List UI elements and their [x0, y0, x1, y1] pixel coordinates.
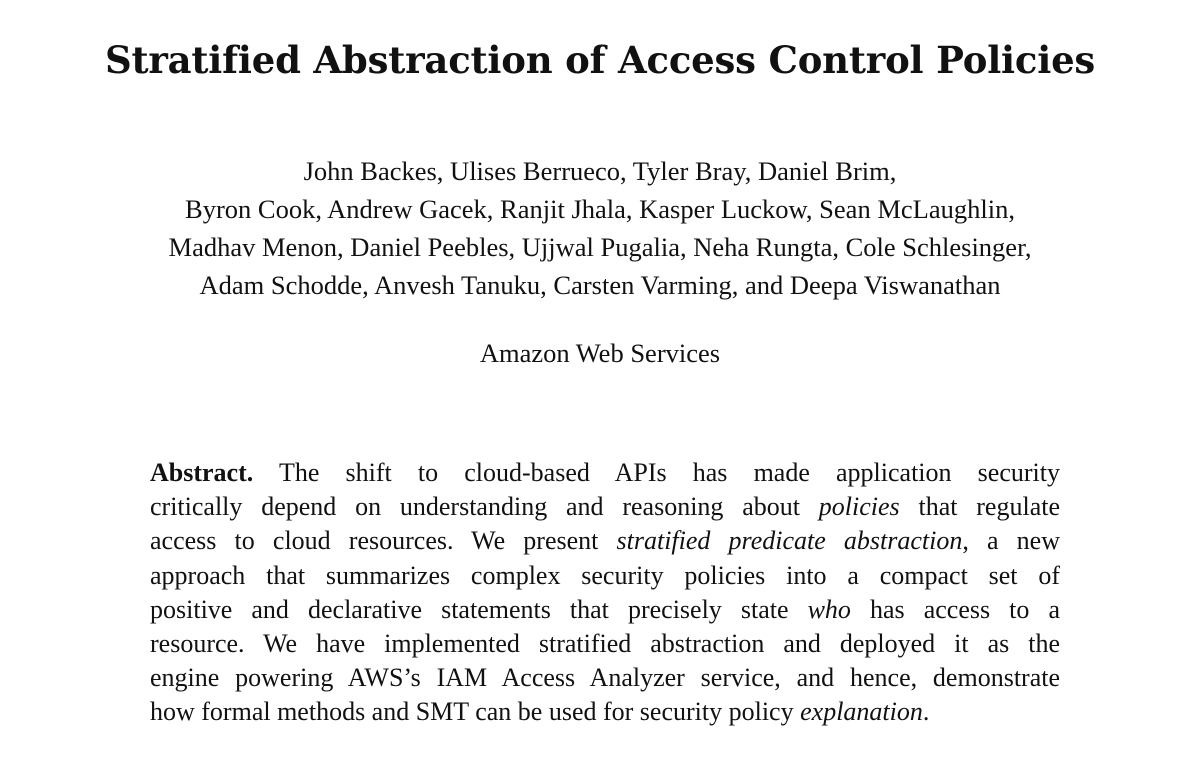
affiliation: Amazon Web Services — [479, 338, 721, 368]
author-line: Adam Schodde, Anvesh Tanuku, Carsten Varming, and Deepa Viswanathan — [199, 270, 1001, 300]
abstract-text: positive and declarative statements that precisely state — [150, 594, 808, 624]
abstract-line — [150, 490, 1060, 524]
abstract-text: approach that summarizes complex security policies into a compact set of — [150, 560, 1060, 590]
abstract-text: engine powering AWS’s IAM Access Analyzer service, and hence, demonstrate — [150, 663, 1060, 693]
abstract-text: how formal methods and SMT can be used for security policy — [150, 697, 801, 727]
abstract-line — [150, 456, 1060, 490]
abstract-text: . — [922, 697, 930, 727]
emphasis-who: who — [807, 594, 851, 624]
emphasis-stratified-predicate-abstraction: stratified predicate abstraction — [616, 526, 963, 556]
abstract-text: that regulate — [899, 492, 1060, 522]
abstract-line — [150, 524, 1060, 558]
abstract-line — [150, 593, 1060, 627]
abstract-text: critically depend on understanding and reasoning about — [150, 492, 819, 522]
emphasis-explanation: explanation — [800, 697, 923, 727]
author-line: Byron Cook, Andrew Gacek, Ranjit Jhala, Kasper Luckow, Sean McLaughlin, — [185, 194, 1015, 224]
abstract-line — [150, 695, 1060, 729]
abstract-text: The shift to cloud-based APIs has made application security — [253, 458, 1060, 487]
paper-title: Stratified Abstraction of Access Control Policies — [104, 38, 1096, 82]
author-line: Madhav Menon, Daniel Peebles, Ujjwal Pugalia, Neha Rungta, Cole Schlesinger, — [168, 232, 1032, 262]
abstract — [150, 456, 1060, 730]
emphasis-policies: policies — [818, 492, 900, 522]
abstract-text: , a new — [962, 526, 1060, 556]
author-list — [0, 152, 1200, 304]
abstract-text: access to cloud resources. We present — [150, 526, 617, 556]
author-line: John Backes, Ulises Berrueco, Tyler Bray, Daniel Brim, — [303, 156, 897, 186]
abstract-line — [150, 627, 1060, 661]
abstract-line — [150, 661, 1060, 695]
abstract-line — [150, 559, 1060, 593]
abstract-text: has access to a — [850, 594, 1060, 624]
abstract-label: Abstract. — [150, 458, 254, 487]
abstract-text: resource. We have implemented stratified abstraction and deployed it as the — [150, 629, 1060, 659]
